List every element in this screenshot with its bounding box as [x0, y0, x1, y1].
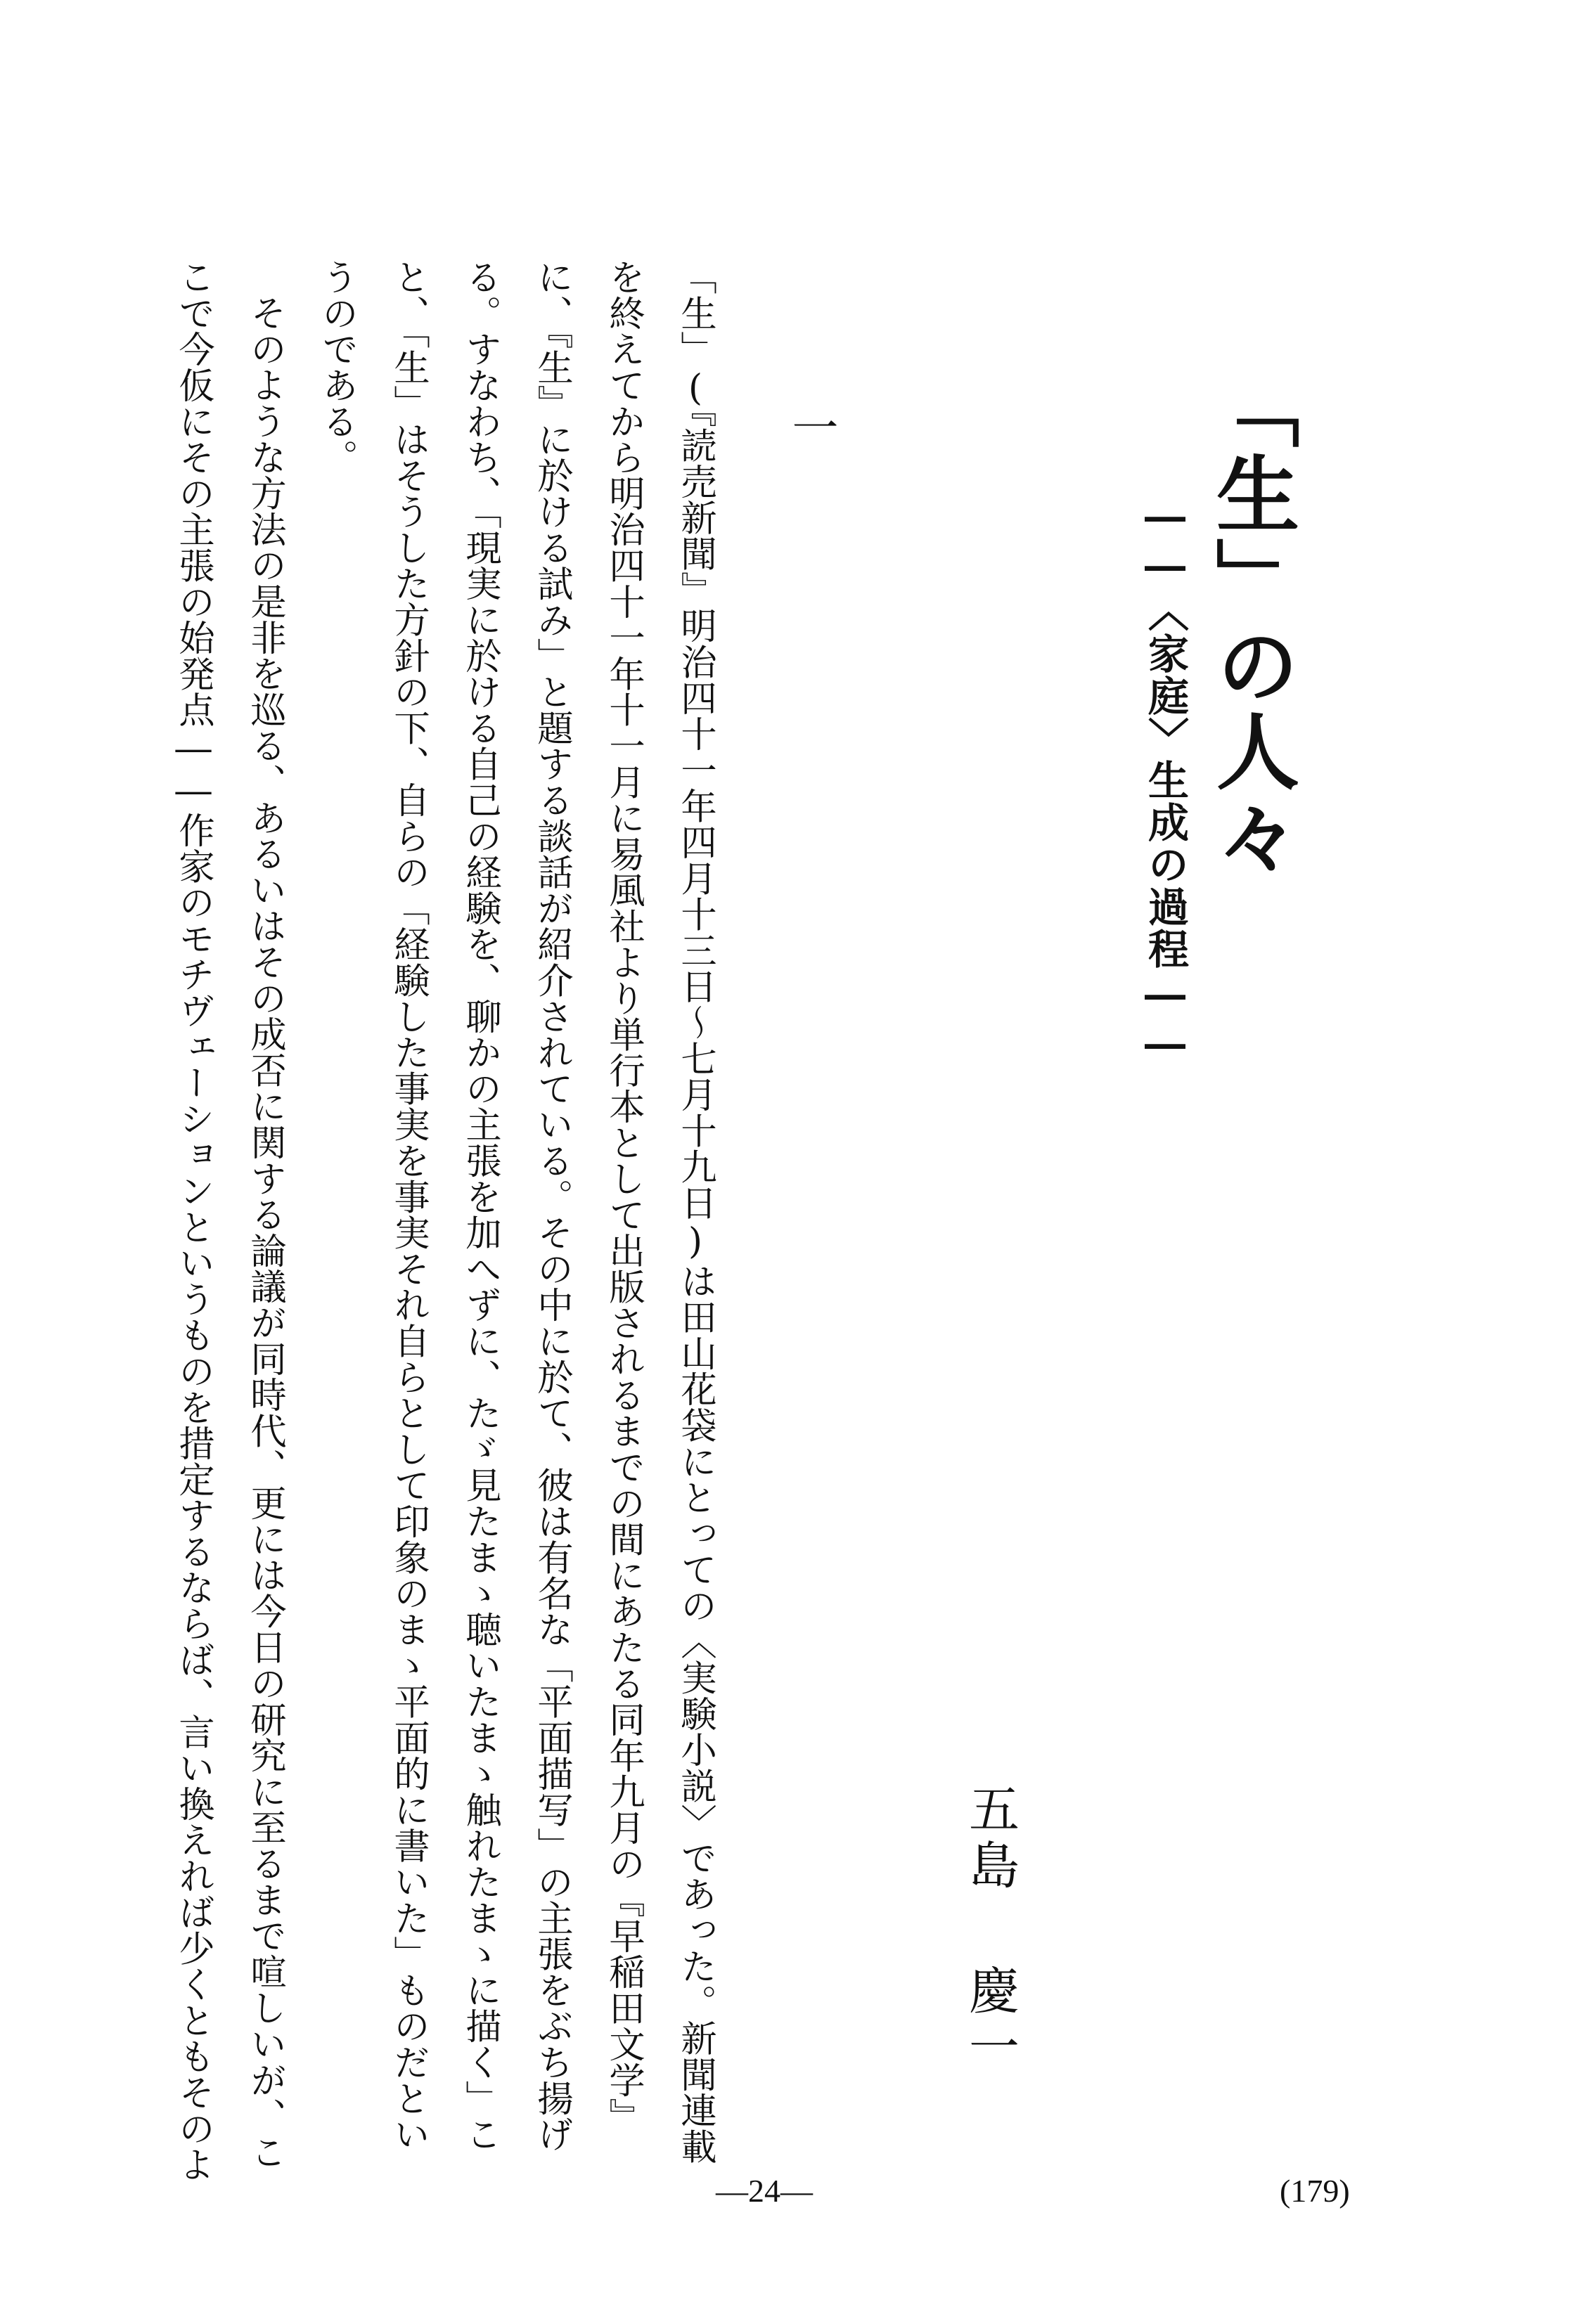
- author-name: [960, 1783, 1020, 2077]
- page-number: ―24―: [716, 2173, 813, 2209]
- article-title: 「生」の人々: [1202, 366, 1300, 880]
- body-paragraph-1: 「生」(『読売新聞』明治四十一年四月十三日～七月十九日)は田山花袋にとっての〈実験小説〉であった。新聞連載を終えてから明治四十一年十一月に易風社より単行本として出版されるまでの間にあたる同年九月の『早稲田文学』に、『生』に於ける試み」と題する談話が紹介されている。その中に於て、彼は有名な「平面描写」の主張をぶち揚げる。すなわち、「現実に於ける自己の経験を、聊かの主張を加へずに、たゞ見たまゝ聴いたまゝ触れたまゝに描く」こと、「生」はそうした方針の下、自らの「経験した事実を事実それ自らとして印象のまゝ平面的に書いた」ものだというのである。: [316, 259, 716, 2164]
- body-paragraph-2: そのような方法の是非を巡る、あるいはその成否に関する論議が同時代、更には今日の研究に至るまで喧しいが、ここで今仮にその主張の始発点――作家のモチヴェーションというものを措定するならば、言い換えれば少くともそのよ: [172, 259, 286, 2183]
- series-page-number: (179): [1280, 2173, 1350, 2209]
- section-number: 一: [784, 404, 838, 450]
- article-subtitle: ――〈家庭〉生成の過程――: [1141, 492, 1189, 1069]
- author-given-name: 慶一: [960, 1964, 1020, 2077]
- author-family-name: 五島: [960, 1783, 1020, 1895]
- body-text: [158, 259, 731, 2185]
